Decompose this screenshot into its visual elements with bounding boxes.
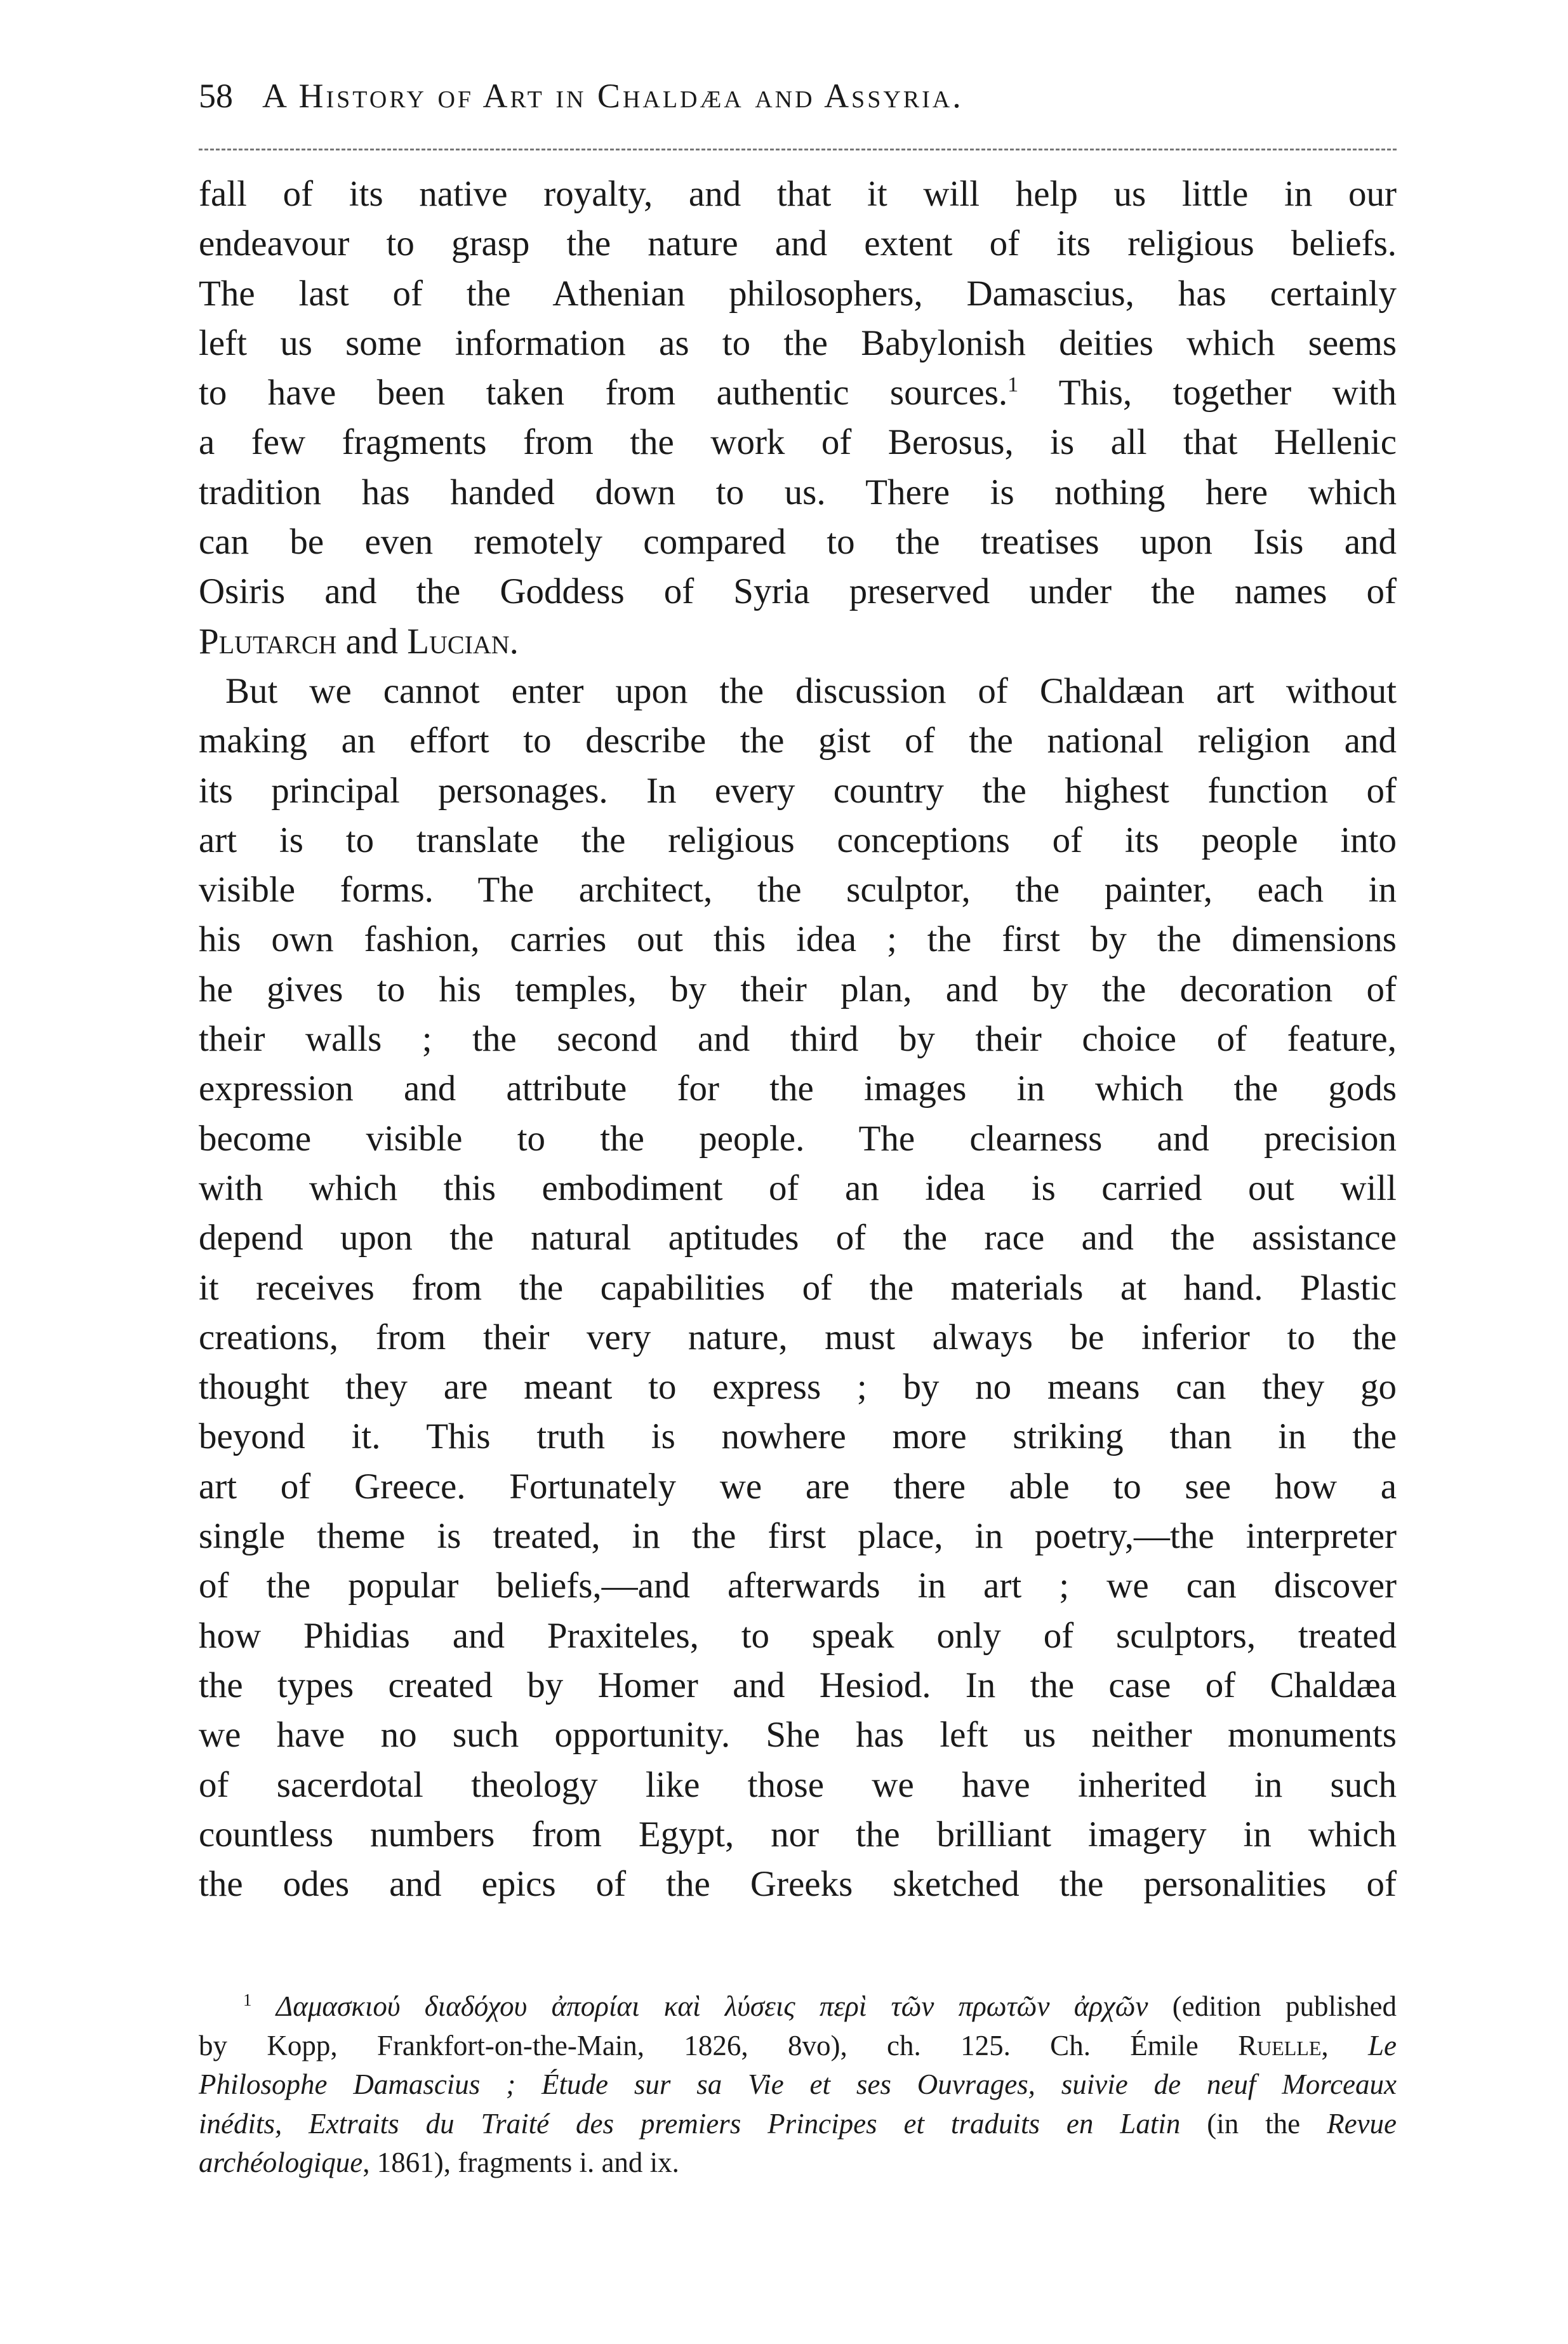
text-line	[199, 468, 1397, 517]
text-line	[199, 1512, 1397, 1561]
text-line	[199, 1114, 1397, 1164]
text-segment: become visible to the people. The clearness and precision	[199, 1118, 1397, 1159]
text-line	[199, 766, 1397, 816]
text-segment: its principal personages. In every country the highest function of	[199, 770, 1397, 811]
text-segment: Philosophe Damascius ; Étude sur sa Vie et ses Ouvrages, suivie de neuf Morceaux	[199, 2068, 1397, 2100]
text-line	[199, 219, 1397, 269]
text-segment: a few fragments from the work of Berosus, is all that Hellenic	[199, 422, 1397, 463]
text-segment: how Phidias and Praxiteles, to speak only of sculptors, treated	[199, 1615, 1397, 1656]
text-segment: left us some information as to the Babylonish deities which seems	[199, 323, 1397, 363]
footnote-marker: 1	[243, 1990, 252, 2009]
header-rule	[199, 149, 1397, 150]
footnotes	[199, 1987, 1397, 2183]
text-line	[199, 567, 1397, 616]
footnote-line	[199, 2027, 1397, 2066]
text-segment: Lucian.	[407, 621, 519, 662]
text-line	[199, 1710, 1397, 1760]
text-line	[199, 1561, 1397, 1611]
text-line	[199, 1661, 1397, 1710]
text-line	[199, 1611, 1397, 1661]
text-segment: thought they are meant to express ; by no means can they go	[199, 1367, 1397, 1408]
text-segment: the odes and epics of the Greeks sketched the personalities of	[199, 1864, 1397, 1905]
text-segment: his own fashion, carries out this idea ; the first by the dimensions	[199, 919, 1397, 960]
text-segment: making an effort to describe the gist of the national religion and	[199, 721, 1397, 761]
footnote-marker: 1	[1007, 373, 1019, 397]
text-line	[199, 1015, 1397, 1064]
text-segment: Osiris and the Goddess of Syria preserved under the names of	[199, 571, 1397, 612]
text-segment: This, together with	[1018, 373, 1397, 413]
text-line	[199, 1412, 1397, 1462]
text-segment: inédits, Extraits du Traité des premiers Principes et traduits en Latin	[199, 2107, 1181, 2140]
text-segment: Revue	[1327, 2107, 1397, 2140]
text-segment: their walls ; the second and third by their choice of feature,	[199, 1019, 1397, 1060]
text-segment: archéologique	[199, 2147, 363, 2178]
running-header	[199, 76, 1397, 127]
text-line	[199, 667, 1397, 716]
text-segment: art of Greece. Fortunately we are there able to see how a	[199, 1466, 1397, 1507]
text-line	[199, 965, 1397, 1015]
text-segment: can be even remotely compared to the treatises upon Isis and	[199, 522, 1397, 563]
text-segment: Le	[1368, 2029, 1397, 2061]
text-segment: ,	[1321, 2029, 1368, 2061]
text-segment: expression and attribute for the images in which the gods	[199, 1069, 1397, 1109]
text-segment	[252, 1990, 276, 2022]
text-line	[199, 1213, 1397, 1263]
text-segment: and	[336, 621, 408, 662]
text-segment: to have been taken from authentic sources.	[199, 373, 1008, 413]
text-segment: he gives to his temples, by their plan, and by the decoration of	[199, 969, 1397, 1009]
body-text	[199, 170, 1397, 1909]
running-title: A History of Art in Chaldæa and Assyria.	[262, 77, 964, 115]
text-line	[199, 1761, 1397, 1810]
text-line	[199, 319, 1397, 368]
text-line	[199, 1362, 1397, 1412]
text-line	[199, 170, 1397, 219]
text-segment: , 1861), fragments i. and ix.	[362, 2147, 679, 2178]
text-segment: Δαμασκιού διαδόχου ἀπορίαι καὶ λύσεις περὶ τῶν πρωτῶν ἀρχῶν	[276, 1990, 1148, 2022]
text-segment: The last of the Athenian philosophers, Damascius, has certainly	[199, 273, 1397, 314]
text-line	[199, 865, 1397, 915]
text-segment: fall of its native royalty, and that it will help us little in our	[199, 174, 1397, 214]
text-line	[199, 915, 1397, 964]
footnote-line	[199, 1987, 1397, 2027]
text-line	[199, 617, 1397, 667]
text-segment: Plutarch	[199, 621, 337, 662]
text-line	[199, 418, 1397, 467]
text-segment: endeavour to grasp the nature and extent of its religious beliefs.	[199, 223, 1397, 264]
text-line	[199, 816, 1397, 865]
text-line	[199, 1263, 1397, 1313]
text-line	[199, 1313, 1397, 1362]
text-segment: art is to translate the religious conceptions of its people into	[199, 820, 1397, 860]
text-segment: the types created by Homer and Hesiod. In the case of Chaldæa	[199, 1665, 1397, 1705]
text-segment: of the popular beliefs,—and afterwards in art ; we can discover	[199, 1566, 1397, 1606]
text-segment: tradition has handed down to us. There is nothing here which	[199, 472, 1397, 512]
text-segment: (in the	[1180, 2107, 1327, 2140]
text-segment: of sacerdotal theology like those we have inherited in such	[199, 1764, 1397, 1805]
page-number: 58	[199, 77, 233, 115]
text-line	[199, 368, 1397, 418]
text-segment: by Kopp, Frankfort-on-the-Main, 1826, 8vo), ch. 125. Ch. Émile	[199, 2029, 1239, 2061]
text-line	[199, 1462, 1397, 1512]
text-line	[199, 716, 1397, 766]
text-line	[199, 1064, 1397, 1114]
text-line	[199, 269, 1397, 319]
text-line	[199, 1810, 1397, 1860]
text-segment: Ruelle	[1238, 2029, 1322, 2061]
text-segment: with which this embodiment of an idea is carried out will	[199, 1168, 1397, 1208]
text-segment: visible forms. The architect, the sculptor, the painter, each in	[199, 870, 1397, 910]
footnote-line	[199, 2065, 1397, 2105]
text-line	[199, 1860, 1397, 1909]
footnote-line	[199, 2105, 1397, 2144]
text-segment: (edition published	[1148, 1990, 1397, 2022]
text-line	[199, 1164, 1397, 1213]
text-segment: creations, from their very nature, must always be inferior to the	[199, 1317, 1397, 1357]
text-segment: beyond it. This truth is nowhere more striking than in the	[199, 1416, 1397, 1457]
text-segment: But we cannot enter upon the discussion of Chaldæan art without	[225, 670, 1397, 711]
text-segment: depend upon the natural aptitudes of the race and the assistance	[199, 1218, 1397, 1258]
text-segment: it receives from the capabilities of the materials at hand. Plastic	[199, 1267, 1397, 1308]
text-segment: countless numbers from Egypt, nor the brilliant imagery in which	[199, 1814, 1397, 1855]
text-line	[199, 517, 1397, 567]
text-segment: we have no such opportunity. She has left us neither monuments	[199, 1715, 1397, 1755]
footnote-line	[199, 2143, 1397, 2183]
text-segment: single theme is treated, in the first place, in poetry,—the interpreter	[199, 1516, 1397, 1557]
